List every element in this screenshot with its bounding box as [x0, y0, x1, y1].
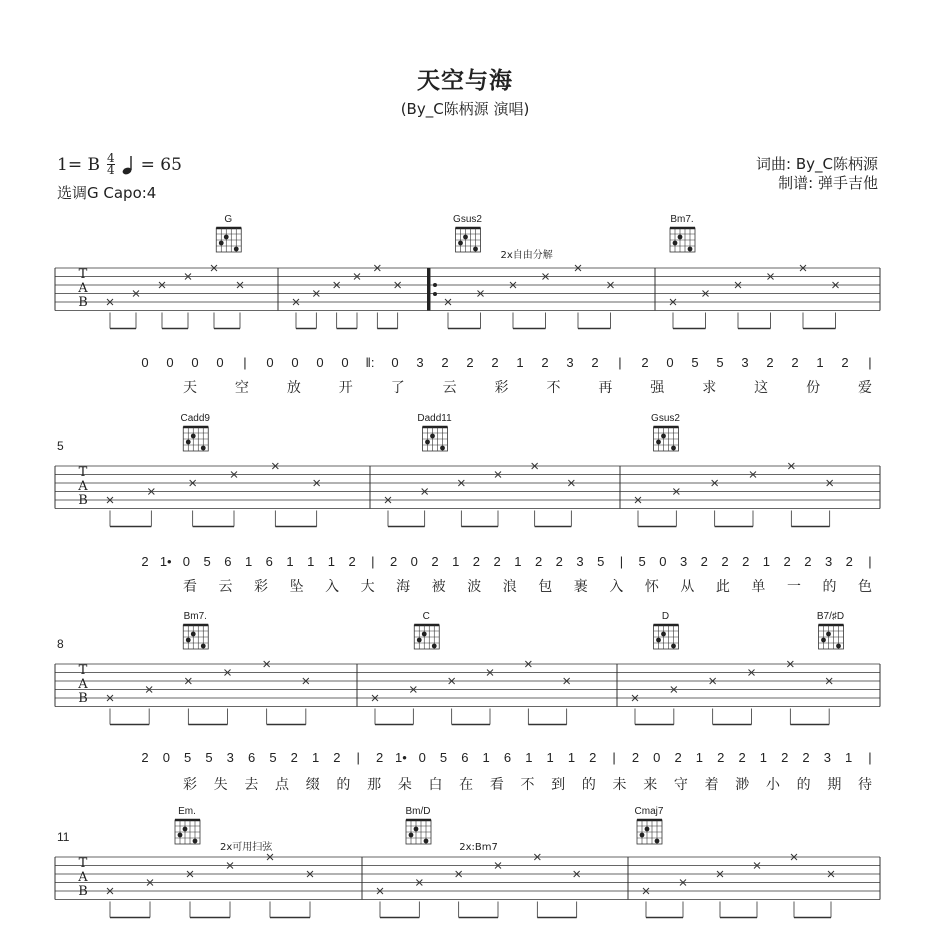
- lyric-char: 一: [786, 579, 801, 595]
- lyric-char: 从: [680, 579, 695, 595]
- finger-dot: [201, 644, 206, 649]
- jianpu-note: 2: [555, 554, 563, 569]
- tab-letter: A: [78, 677, 88, 692]
- jianpu-note: ‖:: [365, 355, 375, 370]
- song-title: 天空与海: [417, 68, 513, 94]
- lyric-char: 的: [822, 579, 837, 595]
- tab-letter: A: [78, 281, 88, 296]
- lyric-char: 白: [428, 777, 443, 793]
- jianpu-note: 2: [348, 554, 356, 569]
- finger-dot: [688, 247, 693, 252]
- tab-letter: T: [78, 267, 88, 282]
- jianpu-note: 1: [695, 750, 704, 765]
- lyric-char: 波: [467, 579, 482, 595]
- finger-dot: [183, 827, 188, 832]
- jianpu-note: |: [618, 355, 622, 370]
- lyric-char: 点: [275, 777, 290, 793]
- tab-letter: T: [78, 663, 88, 678]
- jianpu-note: 2: [441, 355, 449, 370]
- finger-dot: [422, 632, 427, 637]
- tab-letter: T: [78, 856, 88, 871]
- lyric-char: 包: [538, 579, 553, 595]
- chord-name: B7/♯D: [816, 611, 845, 622]
- lyric-char: 不: [520, 777, 535, 793]
- lyric-char: 来: [643, 777, 658, 793]
- jianpu-note: 0: [266, 355, 274, 370]
- jianpu-note: |: [612, 750, 616, 765]
- jianpu-note: 0: [391, 355, 399, 370]
- jianpu-note: 5: [691, 355, 699, 370]
- finger-dot: [186, 638, 191, 643]
- lyric-char: 爱: [858, 380, 872, 396]
- jianpu-note: 2: [802, 750, 810, 765]
- jianpu-note: 2: [290, 750, 298, 765]
- tab-letter: T: [78, 465, 88, 480]
- song-subtitle: (By_C陈柄源 演唱): [400, 100, 530, 118]
- jianpu-note: 0: [418, 750, 426, 765]
- jianpu-note: 2: [375, 750, 384, 765]
- lyric-char: 坠: [289, 579, 304, 595]
- jianpu-note: |: [868, 355, 872, 370]
- finger-dot: [671, 446, 676, 451]
- key-label: 1= B: [57, 154, 100, 175]
- jianpu-note: 0: [182, 554, 191, 569]
- jianpu-note: 2: [742, 554, 750, 569]
- finger-dot: [430, 434, 435, 439]
- capo-info: 选调G Capo:4: [57, 184, 157, 202]
- lyric-char: 失: [213, 777, 228, 793]
- jianpu-note: 6: [461, 750, 469, 765]
- lyric-char: 的: [336, 777, 351, 793]
- lyric-char: 的: [581, 777, 596, 793]
- jianpu-note: 2: [141, 554, 149, 569]
- jianpu-note: 6: [503, 750, 512, 765]
- lyric-char: 着: [704, 777, 719, 793]
- jianpu-note: |: [243, 355, 247, 370]
- jianpu-note: 3: [576, 554, 584, 569]
- jianpu-note: 3: [416, 355, 424, 370]
- lyric-char: 彩: [494, 380, 509, 396]
- jianpu-note: 5: [184, 750, 192, 765]
- jianpu-note: 2: [466, 355, 474, 370]
- jianpu-note: 2: [674, 750, 682, 765]
- jianpu-note: |: [356, 750, 360, 765]
- lyric-char: 那: [367, 777, 382, 793]
- finger-dot: [219, 241, 224, 246]
- chord-diagram: [183, 611, 208, 649]
- system-number: 8: [57, 637, 64, 651]
- jianpu-note: 5: [203, 554, 211, 569]
- time-bottom: 4: [106, 163, 115, 177]
- finger-dot: [440, 446, 445, 451]
- lyric-char: 被: [431, 579, 446, 595]
- system-number: 5: [57, 439, 64, 453]
- jianpu-note: 2: [541, 355, 549, 370]
- jianpu-note: 0: [141, 355, 149, 370]
- finger-dot: [414, 827, 419, 832]
- jianpu-note: 2: [591, 355, 599, 370]
- jianpu-note: 1: [816, 355, 824, 370]
- lyric-char: 求: [702, 380, 717, 396]
- jianpu-note: 2: [841, 355, 849, 370]
- jianpu-note: 2: [700, 554, 708, 569]
- lyric-char: 单: [751, 579, 766, 595]
- lyric-char: 浪: [502, 579, 517, 595]
- finger-dot: [191, 632, 196, 637]
- chord-diagram: [216, 214, 241, 252]
- tab-letter: B: [78, 493, 88, 508]
- jianpu-note: 0: [291, 355, 299, 370]
- lyric-char: 了: [390, 380, 405, 396]
- lyric-char: 看: [183, 579, 197, 595]
- jianpu-note: 1: [516, 355, 524, 370]
- jianpu-note: 2: [781, 750, 789, 765]
- jianpu-note: 6: [224, 554, 232, 569]
- chord-name: Bm/D: [405, 806, 431, 817]
- annotation: 2x自由分解: [500, 250, 553, 261]
- chord-diagram: [817, 611, 844, 649]
- jianpu-note: 2: [783, 554, 791, 569]
- chord-diagram: [651, 413, 680, 451]
- jianpu-note: 1•: [159, 554, 172, 569]
- jianpu-note: 0: [166, 355, 174, 370]
- jianpu-note: 2: [766, 355, 774, 370]
- jianpu-note: 0: [191, 355, 199, 370]
- jianpu-note: 1: [327, 554, 336, 569]
- chord-name: Cmaj7: [634, 806, 664, 817]
- jianpu-note: 5: [269, 750, 277, 765]
- jianpu-note: 2: [333, 750, 341, 765]
- lyric-char: 看: [489, 777, 504, 793]
- finger-dot: [234, 247, 239, 252]
- jianpu-note: 0: [653, 750, 661, 765]
- jianpu-note: 1: [546, 750, 554, 765]
- finger-dot: [678, 235, 683, 240]
- chord-diagram: [414, 611, 439, 649]
- lyric-char: 去: [244, 777, 259, 793]
- jianpu-note: 0: [341, 355, 349, 370]
- jianpu-note: 0: [659, 554, 667, 569]
- chord-diagram: [181, 413, 211, 451]
- jianpu-note: 1: [311, 750, 320, 765]
- tab-system: [55, 214, 880, 396]
- lyric-char: 色: [858, 579, 872, 595]
- annotation: 2x:Bm7: [459, 842, 498, 853]
- jianpu-note: 3: [679, 554, 688, 569]
- chord-name: Cadd9: [180, 413, 210, 424]
- jianpu-note: 1: [845, 750, 853, 765]
- finger-dot: [224, 235, 229, 240]
- jianpu-note: 5: [205, 750, 213, 765]
- chord-diagram: [417, 413, 452, 451]
- jianpu-note: 0: [410, 554, 418, 569]
- jianpu-note: 3: [226, 750, 234, 765]
- chord-name: Dadd11: [417, 413, 452, 424]
- finger-dot: [655, 839, 660, 844]
- tempo-value: = 65: [140, 154, 182, 175]
- lyric-char: 守: [673, 777, 688, 793]
- finger-dot: [836, 644, 841, 649]
- jianpu-note: 0: [216, 355, 224, 370]
- finger-dot: [661, 434, 666, 439]
- chord-name: G: [224, 214, 233, 225]
- jianpu-note: 6: [265, 554, 273, 569]
- finger-dot: [645, 827, 650, 832]
- jianpu-note: 3: [823, 750, 831, 765]
- jianpu-note: |: [868, 750, 872, 765]
- lyric-char: 未: [612, 777, 627, 793]
- finger-dot: [656, 440, 661, 445]
- jianpu-note: |: [868, 554, 872, 569]
- jianpu-note: 2: [472, 554, 481, 569]
- jianpu-note: 2: [141, 750, 149, 765]
- finger-dot: [424, 839, 429, 844]
- chord-name: Em.: [178, 806, 196, 817]
- jianpu-note: 0: [316, 355, 324, 370]
- finger-dot: [821, 638, 826, 643]
- lyric-char: 怀: [644, 579, 659, 595]
- finger-dot: [432, 644, 437, 649]
- finger-dot: [463, 235, 468, 240]
- jianpu-note: |: [619, 554, 624, 569]
- finger-dot: [656, 638, 661, 643]
- arranger: 制谱: 弹手吉他: [778, 174, 878, 192]
- chord-name: Bm7.: [183, 611, 207, 622]
- jianpu-note: 5: [439, 750, 448, 765]
- lyric-char: 朵: [397, 777, 412, 793]
- lyric-char: 云: [442, 380, 457, 396]
- jianpu-note: 1: [482, 750, 490, 765]
- finger-dot: [640, 833, 645, 838]
- chord-name: Bm7.: [670, 214, 694, 225]
- lyric-char: 裹: [573, 579, 588, 595]
- chord-diagram: [635, 806, 664, 844]
- jianpu-note: 2: [589, 750, 597, 765]
- tab-letter: B: [78, 295, 88, 310]
- jianpu-note: 1: [525, 750, 533, 765]
- lyric-char: 待: [858, 777, 872, 793]
- jianpu-note: 1: [514, 554, 522, 569]
- jianpu-note: 2: [845, 554, 853, 569]
- finger-dot: [191, 434, 196, 439]
- repeat-dot: [433, 292, 437, 296]
- finger-dot: [186, 440, 191, 445]
- finger-dot: [661, 632, 666, 637]
- finger-dot: [417, 638, 422, 643]
- finger-dot: [671, 644, 676, 649]
- tab-letter: A: [78, 870, 88, 885]
- tab-system: [55, 413, 880, 595]
- jianpu-note: 3: [824, 554, 833, 569]
- tab-letter: B: [78, 884, 88, 899]
- finger-dot: [473, 247, 478, 252]
- jianpu-note: 2: [534, 554, 543, 569]
- system-number: 11: [57, 830, 70, 844]
- lyric-char: 云: [218, 579, 233, 595]
- jianpu-note: |: [371, 554, 375, 569]
- tab-letter: A: [78, 479, 88, 494]
- lyric-char: 期: [827, 777, 842, 793]
- lyric-char: 放: [286, 380, 301, 396]
- jianpu-note: 0: [666, 355, 674, 370]
- lyric-char: 入: [325, 579, 340, 595]
- chord-diagram: [670, 214, 695, 252]
- lyric-char: 这: [754, 380, 769, 396]
- jianpu-note: 2: [641, 355, 649, 370]
- jianpu-note: 2: [431, 554, 439, 569]
- time-top: 4: [106, 151, 115, 165]
- lyric-char: 渺: [735, 777, 750, 793]
- finger-dot: [458, 241, 463, 246]
- jianpu-note: 2: [721, 554, 729, 569]
- tab-system: [55, 611, 880, 793]
- jianpu-note: 2: [804, 554, 812, 569]
- chord-name: Gsus2: [453, 214, 482, 225]
- jianpu-note: 3: [566, 355, 574, 370]
- chord-name: C: [422, 611, 430, 622]
- chord-diagram: [406, 806, 432, 844]
- jianpu-note: 2: [389, 554, 398, 569]
- lyric-char: 份: [806, 380, 821, 396]
- jianpu-note: 2: [717, 750, 725, 765]
- lyric-char: 彩: [254, 579, 269, 595]
- lyric-char: 缀: [305, 777, 320, 793]
- jianpu-note: 1: [286, 554, 294, 569]
- jianpu-note: 1: [452, 554, 460, 569]
- finger-dot: [201, 446, 206, 451]
- jianpu-note: 5: [716, 355, 724, 370]
- jianpu-note: 2: [791, 355, 799, 370]
- chord-diagram: [453, 214, 482, 252]
- lyric-char: 到: [551, 777, 566, 793]
- repeat-dot: [433, 283, 437, 287]
- lyric-char: 在: [459, 777, 474, 793]
- jianpu-note: 1: [244, 554, 253, 569]
- chord-name: Gsus2: [651, 413, 680, 424]
- lyric-char: 海: [396, 579, 411, 595]
- jianpu-note: 2: [491, 355, 499, 370]
- jianpu-note: 5: [638, 554, 646, 569]
- lyricist: 词曲: By_C陈柄源: [756, 155, 878, 173]
- tab-system: [55, 806, 880, 918]
- jianpu-note: 3: [741, 355, 749, 370]
- finger-dot: [673, 241, 678, 246]
- annotation: 2x可用扫弦: [220, 842, 273, 853]
- finger-dot: [193, 839, 198, 844]
- lyric-char: 此: [715, 579, 730, 595]
- lyric-char: 不: [546, 380, 561, 396]
- jianpu-note: 1•: [394, 750, 407, 765]
- lyric-char: 开: [338, 380, 353, 396]
- finger-dot: [826, 632, 831, 637]
- jianpu-note: 2: [631, 750, 640, 765]
- finger-dot: [409, 833, 414, 838]
- lyric-char: 入: [609, 579, 624, 595]
- jianpu-note: 1: [307, 554, 315, 569]
- tab-letter: B: [78, 691, 88, 706]
- lyric-char: 空: [234, 380, 249, 396]
- chord-diagram: [175, 806, 200, 844]
- jianpu-note: 0: [162, 750, 170, 765]
- repeat-bar: [427, 268, 430, 311]
- jianpu-note: 6: [248, 750, 256, 765]
- lyric-char: 天: [183, 380, 197, 396]
- lyric-char: 强: [650, 380, 665, 396]
- finger-dot: [425, 440, 430, 445]
- lyric-char: 的: [796, 777, 811, 793]
- jianpu-note: 1: [759, 750, 767, 765]
- finger-dot: [178, 833, 183, 838]
- jianpu-note: 1: [762, 554, 771, 569]
- lyric-char: 彩: [183, 777, 197, 793]
- lyric-char: 再: [598, 380, 613, 396]
- lyric-char: 小: [765, 777, 780, 793]
- chord-diagram: [654, 611, 679, 649]
- jianpu-note: 5: [597, 554, 605, 569]
- jianpu-note: 2: [738, 750, 746, 765]
- chord-name: D: [661, 611, 670, 622]
- lyric-char: 大: [360, 579, 375, 595]
- jianpu-note: 1: [567, 750, 576, 765]
- jianpu-note: 2: [493, 554, 501, 569]
